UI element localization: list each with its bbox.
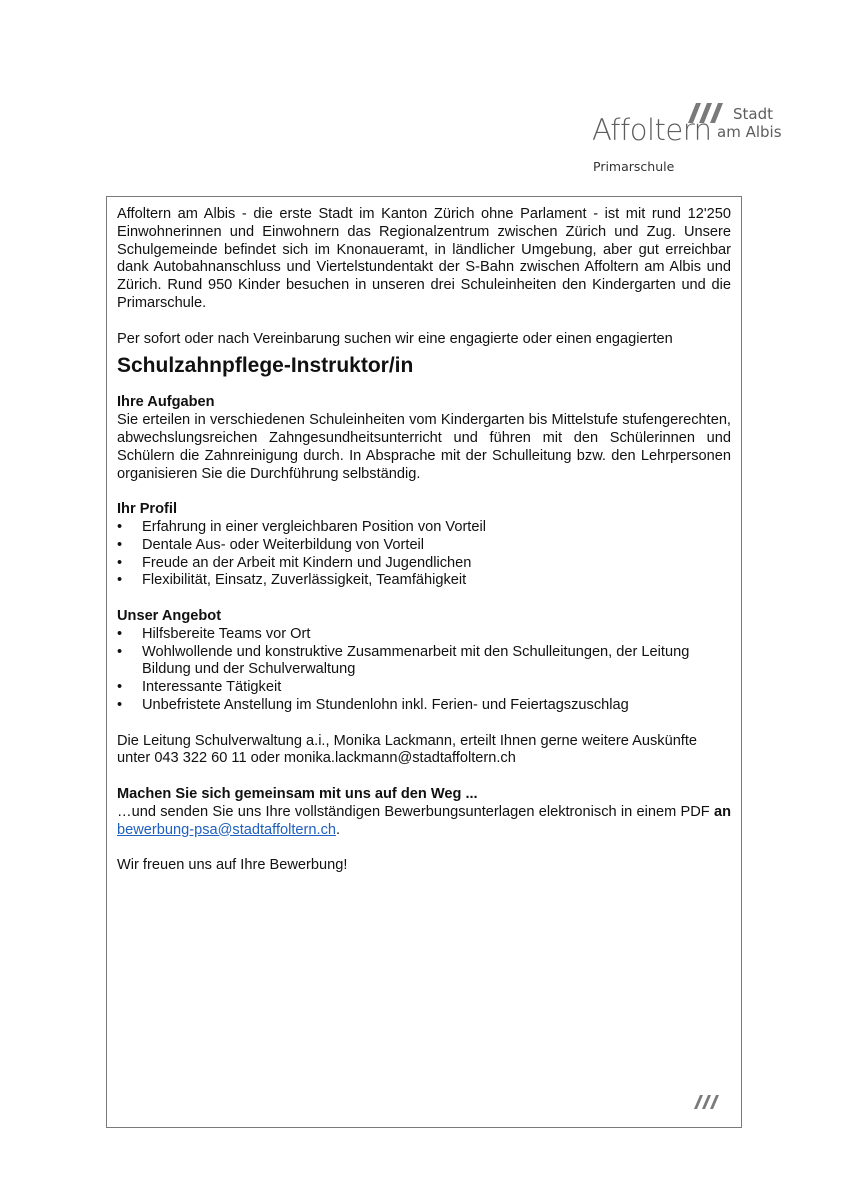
profile-item: • Freude an der Arbeit mit Kindern und Jugendlichen bbox=[117, 554, 472, 571]
footer-slashes-icon bbox=[692, 1094, 726, 1110]
bullet-icon: • bbox=[117, 554, 123, 571]
bullet-icon: • bbox=[117, 572, 123, 589]
closing-line: Wir freuen uns auf Ihre Bewerbung! bbox=[117, 857, 348, 874]
offer-item: • Unbefristete Anstellung im Stundenlohn inkl. Ferien- und Feiertagszuschlag bbox=[117, 696, 629, 713]
contact-paragraph: Die Leitung Schulverwaltung a.i., Monika Lackmann, erteilt Ihnen gerne weitere Auskünfte unter 043 322 60 11 oder monika.lackmann@stadtaffoltern.ch bbox=[117, 732, 698, 767]
job-posting-content bbox=[117, 206, 731, 875]
profile-item: • Erfahrung in einer vergleichbaren Position von Vorteil bbox=[117, 518, 486, 535]
bullet-icon: • bbox=[117, 536, 123, 553]
bullet-icon: • bbox=[117, 625, 123, 642]
profile-heading: Ihr Profil bbox=[117, 501, 177, 518]
search-line: Per sofort oder nach Vereinbarung suchen wir eine engagierte oder einen engagierten bbox=[117, 330, 673, 347]
tasks-paragraph: Sie erteilen in verschiedenen Schuleinheiten vom Kindergarten bis Mittelstufe stufengerechten, abwechslungsreichen Zahngesundheitsunterricht und führen mit den Schülerinnen und Schülern die Zahnreinigung durch. In Absprache mit der Schulleitung bzw. den Lehrpersonen organisieren Sie die Durchführung selbständig. bbox=[117, 412, 731, 482]
application-email-link[interactable]: bewerbung-psa@stadtaffoltern.ch bbox=[117, 821, 336, 838]
profile-item: • Flexibilität, Einsatz, Zuverlässigkeit, Teamfähigkeit bbox=[117, 572, 467, 589]
offer-item: • Wohlwollende und konstruktive Zusammenarbeit mit den Schulleitungen, der Leitung Bildung und der Schulverwaltung bbox=[117, 643, 690, 678]
intro-paragraph: Affoltern am Albis - die erste Stadt im Kanton Zürich ohne Parlament - ist mit rund 12'250 Einwohnerinnen und Einwohnern das Regionalzentrum zwischen Zürich und Zug. Unsere Schulgemeinde befindet sich im Knonaueramt, in ländlicher Umgebung, aber gut erreichbar dank Autobahnanschluss und Viertelstundentakt der S-Bahn zwischen Affoltern am Albis und Zürich. Rund 950 Kinder besuchen in unseren drei Schuleinheiten den Kindergarten und die Primarschule. bbox=[117, 206, 731, 311]
offer-item: • Interessante Tätigkeit bbox=[117, 679, 282, 696]
bullet-icon: • bbox=[117, 696, 123, 713]
profile-list bbox=[117, 519, 731, 590]
job-posting-frame bbox=[106, 196, 742, 1128]
logo-am-albis: am Albis bbox=[717, 123, 782, 141]
offer-list bbox=[117, 626, 731, 715]
cta-heading: Machen Sie sich gemeinsam mit uns auf den Weg ... bbox=[117, 785, 478, 802]
affoltern-logo bbox=[590, 98, 790, 180]
logo-name: Affoltern bbox=[592, 113, 712, 147]
offer-heading: Unser Angebot bbox=[117, 607, 222, 624]
job-title: Schulzahnpflege-Instruktor/in bbox=[117, 354, 414, 378]
bullet-icon: • bbox=[117, 679, 123, 696]
cta-paragraph: …und senden Sie uns Ihre vollständigen Bewerbungsunterlagen elektronisch in einem PDF an bewerbung-psa@stadtaffoltern.ch. bbox=[117, 803, 731, 838]
bullet-icon: • bbox=[117, 643, 123, 660]
tasks-heading: Ihre Aufgaben bbox=[117, 394, 215, 411]
profile-item: • Dentale Aus- oder Weiterbildung von Vorteil bbox=[117, 536, 425, 553]
bullet-icon: • bbox=[117, 518, 123, 535]
offer-item: • Hilfsbereite Teams vor Ort bbox=[117, 625, 311, 642]
logo-stadt: Stadt bbox=[733, 105, 773, 123]
logo-subtitle: Primarschule bbox=[593, 159, 675, 174]
